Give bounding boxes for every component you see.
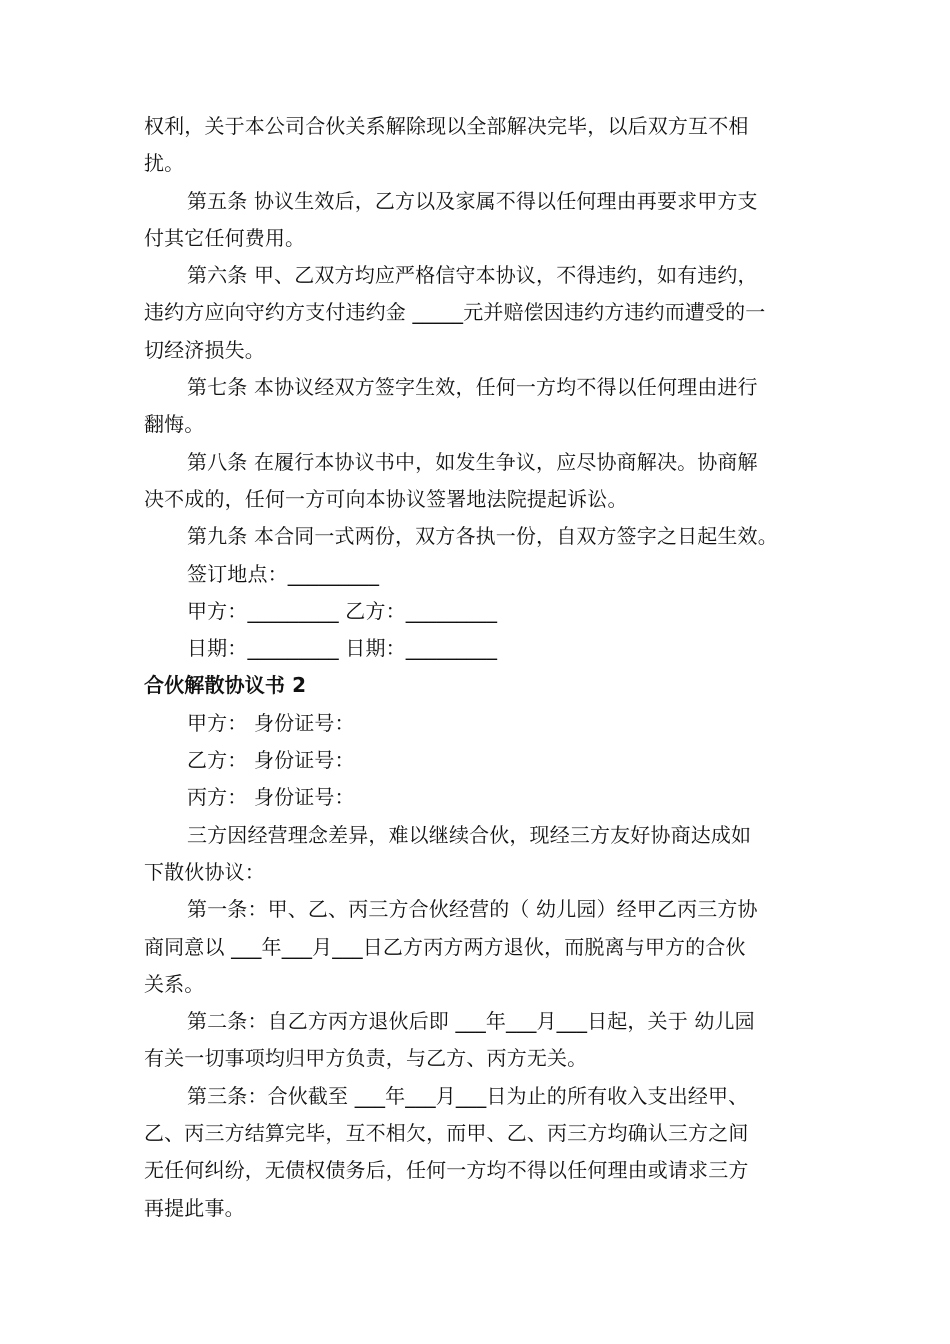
- text-line: 签订地点：_________: [187, 561, 380, 586]
- document-body: [144, 108, 824, 1227]
- text-line: 再提此事。: [144, 1195, 245, 1220]
- text-line: 甲方： 身份证号：: [187, 710, 355, 735]
- text-line: 无任何纠纷，无债权债务后，任何一方均不得以任何理由或请求三方: [144, 1158, 749, 1183]
- text-line: 扰。: [144, 151, 185, 176]
- text-line: 付其它任何费用。: [144, 225, 306, 250]
- text-line: 违约方应向守约方支付违约金 _____元并赔偿因违约方违约而遭受的一: [144, 300, 766, 325]
- text-line: 乙、丙三方结算完毕，互不相欠，而甲、乙、丙三方均确认三方之间: [144, 1121, 749, 1146]
- text-line: 第五条 协议生效后，乙方以及家属不得以任何理由再要求甲方支: [187, 188, 758, 213]
- text-line: 第八条 在履行本协议书中，如发生争议，应尽协商解决。协商解: [187, 449, 758, 474]
- text-line: 甲方：_________ 乙方：_________: [187, 598, 498, 623]
- text-line: 第六条 甲、乙双方均应严格信守本协议，不得违约，如有违约，: [187, 263, 758, 288]
- text-line: 第九条 本合同一式两份，双方各执一份，自双方签字之日起生效。: [187, 524, 778, 549]
- text-line: 三方因经营理念差异，难以继续合伙，现经三方友好协商达成如: [187, 822, 752, 847]
- text-line: 丙方： 身份证号：: [187, 785, 355, 810]
- text-line: 关系。: [144, 971, 205, 996]
- text-line: 权利，关于本公司合伙关系解除现以全部解决完毕，以后双方互不相: [144, 114, 749, 138]
- text-line: 日期：_________ 日期：_________: [187, 636, 498, 661]
- text-line: 商同意以 ___年___月___日乙方丙方两方退伙，而脱离与甲方的合伙: [144, 934, 746, 959]
- text-line: 下散伙协议：: [144, 859, 265, 884]
- text-line: 有关一切事项均归甲方负责，与乙方、丙方无关。: [144, 1046, 588, 1071]
- text-line: 第七条 本协议经双方签字生效，任何一方均不得以任何理由进行: [187, 375, 758, 400]
- text-line: 第二条：自乙方丙方退伙后即 ___年___月___日起，关于 幼儿园: [187, 1009, 755, 1034]
- text-line: 第一条：甲、乙、丙三方合伙经营的（ 幼儿园）经甲乙丙三方协: [187, 897, 758, 922]
- text-line: 第三条：合伙截至 ___年___月___日为止的所有收入支出经甲、: [187, 1083, 749, 1108]
- text-line: 乙方： 身份证号：: [187, 748, 355, 773]
- text-line: 翻悔。: [144, 412, 205, 437]
- text-line: 切经济损失。: [144, 337, 265, 362]
- section-heading: 合伙解散协议书 2: [144, 673, 307, 698]
- text-line: 决不成的，任何一方可向本协议签署地法院提起诉讼。: [144, 486, 628, 511]
